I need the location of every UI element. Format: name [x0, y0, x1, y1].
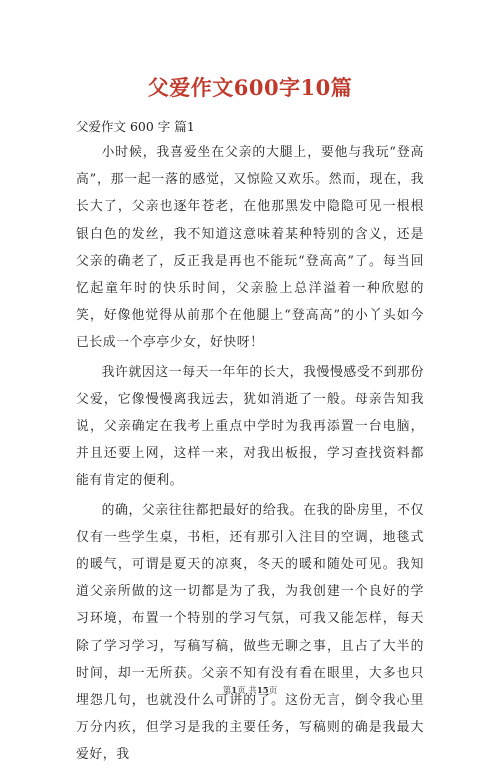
footer-middle: 页 共: [237, 686, 257, 696]
current-page-number: 1: [231, 686, 238, 696]
body-text: [76, 139, 424, 771]
paragraph-1: 小时候，我喜爱坐在父亲的大腿上，要他与我玩“登高高”，那一起一落的感觉，又惊险又欢乐。然而，现在，我长大了，父亲也逐年苍老，在他那黑发中隐隐可见一根根银白色的发丝，我不知道这意味着某种特别的含义，还是父亲的确老了，反正我是再也不能玩“登高高”了。每当回忆起童年时的快乐时间，父亲脸上总洋溢着一种欣慰的笑，好像他觉得从前那个在他腿上“登高高”的小丫头如今已长成一个亭亭少女，好快呀！: [76, 145, 424, 351]
footer-prefix: 第: [222, 686, 232, 696]
footer-suffix: 页: [268, 686, 278, 696]
section-heading: 父爱作文 600 字 篇1: [76, 119, 195, 134]
page-footer: [0, 684, 500, 696]
paragraph-2: 我许就因这一每天一年年的长大，我慢慢感受不到那份父爱，它像慢慢离我远去，犹如消逝了一般。母亲告知我说，父亲确定在我考上重点中学时为我再添置一台电脑，并且还要上网，这样一来，对我出板报，学习查找资料都能有肯定的便利。: [76, 364, 424, 489]
paragraph-3: 的确，父亲往往都把最好的给我。在我的卧房里，不仅仅有一些学生桌，书柜，还有那引入注目的空调，地毯式的暖气，可谓是夏天的凉爽，冬天的暖和随处可见。我知道父亲所做的这一切都是为了我，为我创建一个良好的学习环境，布置一个特别的学习气氛，可我又能怎样，每天除了学习学习，写稿写稿，做些无聊之事，且占了大半的时间，却一无所获。父亲不知有没有看在眼里，大多也只埋怨几句，也就没什么可讲的了。这份无言，倒令我心里万分内疚，但学习是我的主要任务，写稿则的确是我最大爱好，我: [76, 502, 424, 763]
document-title: 父爱作文600字10篇: [147, 75, 353, 100]
total-pages-number: 15: [256, 686, 269, 696]
